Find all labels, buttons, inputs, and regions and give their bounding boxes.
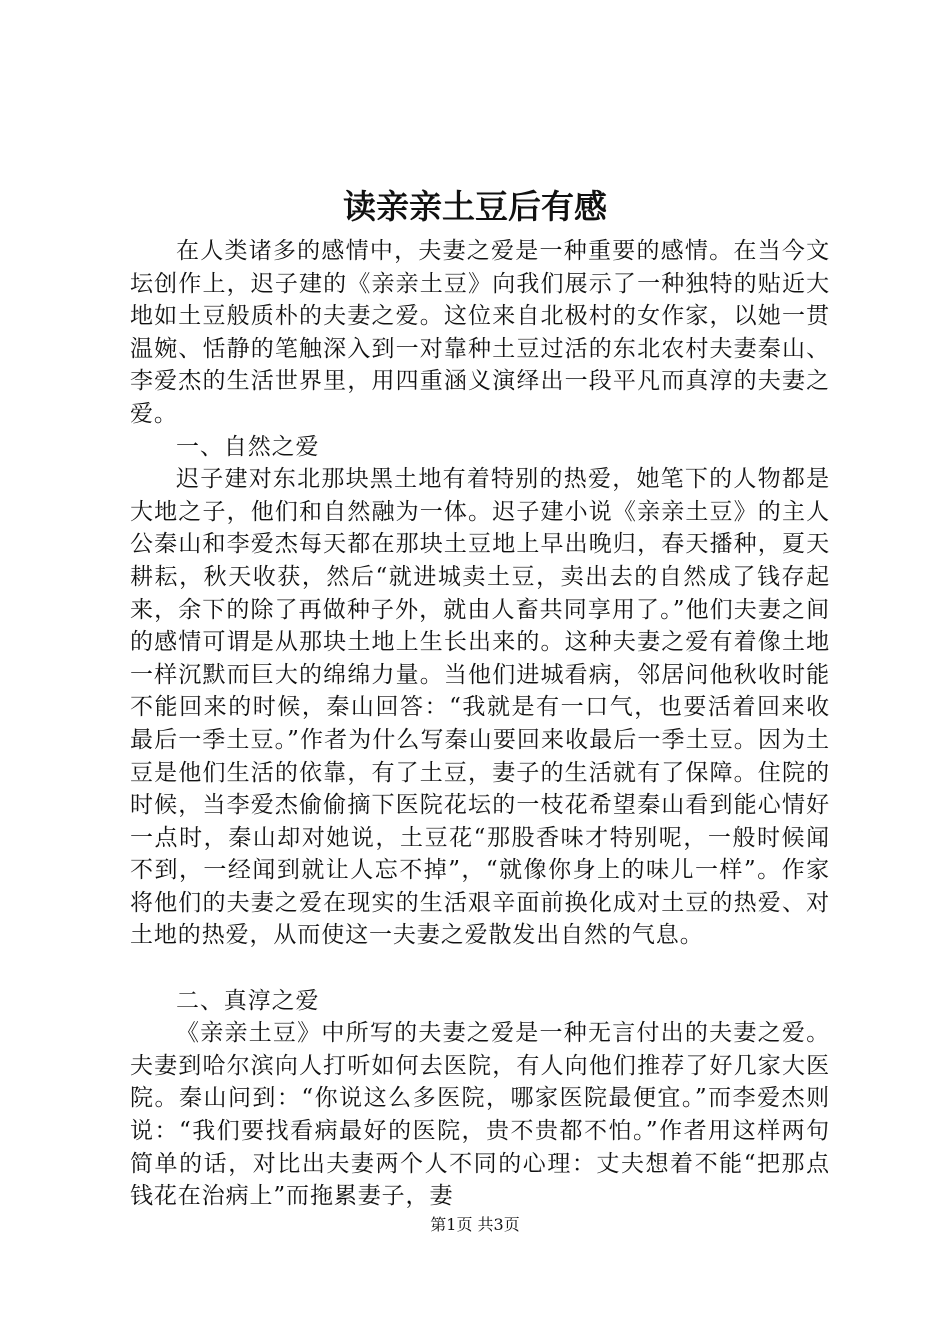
- document-body: [130, 235, 830, 1213]
- section-heading-pure-love: 二、真淳之爱: [176, 987, 320, 1014]
- paragraph-spacer: [130, 952, 830, 985]
- page-footer: 第1页 共3页: [430, 1215, 520, 1234]
- section-heading-natural-love: 一、自然之爱: [176, 433, 320, 460]
- intro-paragraph: 在人类诸多的感情中，夫妻之爱是一种重要的感情。在当今文坛创作上，迟子建的《亲亲土豆》向我们展示了一种独特的贴近大地如土豆般质朴的夫妻之爱。这位来自北极村的女作家，以她一贯温婉、恬静的笔触深入到一对靠种土豆过活的东北农村夫妻秦山、李爱杰的生活世界里，用四重涵义演绎出一段平凡而真淳的夫妻之爱。: [130, 238, 830, 427]
- document-title: 读亲亲土豆后有感: [343, 187, 607, 226]
- section-paragraph-natural-love: 迟子建对东北那块黑土地有着特别的热爱，她笔下的人物都是大地之子，他们和自然融为一体。迟子建小说《亲亲土豆》的主人公秦山和李爱杰每天都在那块土豆地上早出晚归，春天播种，夏天耕耘，秋天收获，然后“就进城卖土豆，卖出去的自然成了钱存起来，余下的除了再做种子外，就由人畜共同享用了。”他们夫妻之间的感情可谓是从那块土地上生长出来的。这种夫妻之爱有着像土地一样沉默而巨大的绵绵力量。当他们进城看病，邻居问他秋收时能不能回来的时候，秦山回答：“我就是有一口气，也要活着回来收最后一季土豆。”作者为什么写秦山要回来收最后一季土豆。因为土豆是他们生活的依靠，有了土豆，妻子的生活就有了保障。住院的时候，当李爱杰偷偷摘下医院花坛的一枝花希望秦山看到能心情好一点时，秦山却对她说，土豆花“那股香味才特别呢，一般时候闻不到，一经闻到就让人忘不掉”，“就像你身上的味儿一样”。作家将他们的夫妻之爱在现实的生活艰辛面前换化成对土豆的热爱、对土地的热爱，从而使这一夫妻之爱散发出自然的气息。: [130, 466, 830, 949]
- section-paragraph-pure-love: 《亲亲土豆》中所写的夫妻之爱是一种无言付出的夫妻之爱。夫妻到哈尔滨向人打听如何去医院，有人向他们推荐了好几家大医院。秦山问到：“你说这么多医院，哪家医院最便宜。”而李爱杰则说：“我们要找看病最好的医院，贵不贵都不怕。”作者用这样两句简单的话，对比出夫妻两个人不同的心理：丈夫想着不能“把那点钱花在治病上”而拖累妻子，妻: [130, 1020, 830, 1210]
